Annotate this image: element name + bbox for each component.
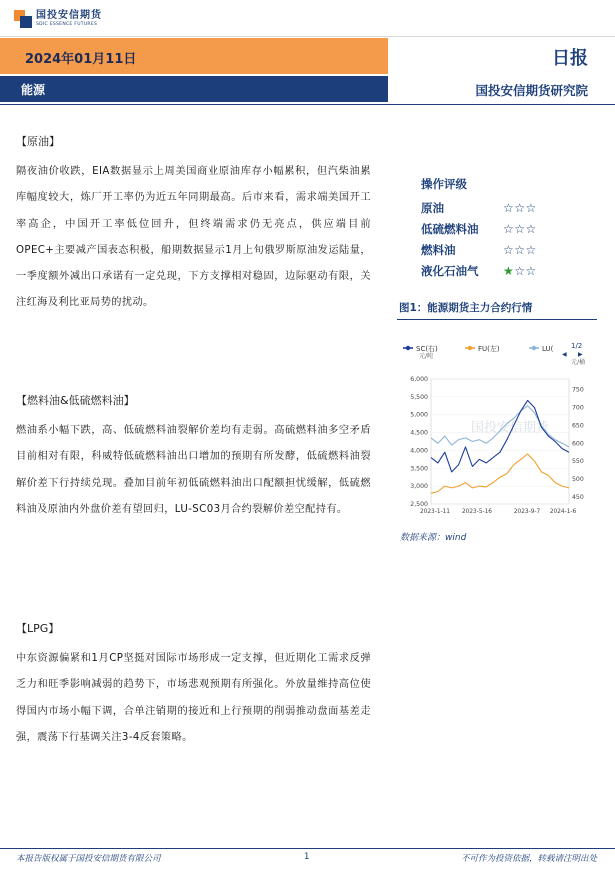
- rating-name: 液化石油气: [421, 263, 479, 278]
- legend-label: SC(右): [416, 345, 438, 353]
- section-heading-fuel-oil: 【燃料油&低硫燃料油】: [16, 394, 135, 407]
- right-tick-label: 650: [572, 422, 584, 430]
- right-tick-label: 700: [572, 404, 584, 412]
- copyright-note: 本报告版权属于国投安信期货有限公司: [16, 854, 161, 864]
- left-tick-label: 4,000: [410, 447, 428, 455]
- footer-divider: [0, 848, 615, 849]
- chart-watermark: 国投安信期货: [470, 420, 550, 436]
- legend-label: FU(左): [478, 345, 500, 353]
- report-type-title: 日报: [552, 48, 588, 69]
- left-tick-label: 2,500: [410, 501, 428, 508]
- rating-name: 低硫燃料油: [421, 221, 479, 236]
- section-text-fuel-oil: 燃油系小幅下跌，高、低硫燃料油裂解价差均有走弱。高硫燃料油多空矛盾目前相对有限，科威特低硫燃料油出口增加的预期有所发酵，低硫燃料油裂解价差下行持续兑现。叠加目前年初低硫燃料油出口配额担忧缓解，低硫燃料油及原油内外盘价差有望回归，LU-SC03月合约裂解价差空配持有。: [16, 425, 371, 515]
- chart-svg: [397, 336, 597, 522]
- star-rating-icon: ☆☆☆: [503, 221, 537, 236]
- left-tick-label: 3,000: [410, 483, 428, 491]
- rating-row: [421, 218, 591, 239]
- institute-name: 国投安信期货研究院: [475, 83, 588, 98]
- logo-name: 国投安信期货: [36, 9, 102, 21]
- data-source-note: 数据来源：wind: [400, 533, 467, 543]
- right-tick-label: 450: [572, 493, 584, 501]
- legend-marker: [468, 346, 472, 350]
- legend-marker: [532, 346, 536, 350]
- legend-label: LU(: [542, 345, 554, 353]
- report-category: 能源: [21, 83, 46, 97]
- energy-futures-chart: [397, 336, 597, 522]
- report-date: 2024年01月11日: [25, 52, 137, 67]
- section-text-lpg: 中东资源偏紧和1月CP坚挺对国际市场形成一定支撑，但近期化工需求反弹乏力和旺季影响减弱的趋势下，市场悲观预期有所强化。外放量维持高位使得国内市场小幅下调，合单注销期的接近和上行预期的削弱推动盘面基差走强，震荡下行基调关注3-4反套策略。: [16, 653, 371, 743]
- header-divider: [0, 36, 615, 37]
- left-axis-unit: 元/吨: [419, 353, 434, 360]
- x-tick-label: 2023-9-7: [513, 509, 541, 515]
- right-tick-label: 600: [572, 440, 584, 448]
- x-tick-label: 2023-5-16: [461, 509, 493, 515]
- star-rating-icon: ☆☆☆: [503, 200, 537, 215]
- left-tick-label: 3,500: [410, 465, 428, 473]
- figure-title-divider: [397, 319, 597, 320]
- right-tick-label: 550: [572, 458, 584, 466]
- category-banner: [0, 76, 388, 102]
- logo-english-name: SDIC ESSENCE FUTURES: [36, 21, 98, 27]
- figure-title: 图1：能源期货主力合约行情: [399, 302, 533, 314]
- next-arrow-icon: ▶: [578, 351, 583, 358]
- logo-mark-icon: [14, 10, 32, 28]
- disclaimer-note: 不可作为投资依据，转载请注明出处: [460, 854, 597, 864]
- rating-title: 操作评级: [421, 177, 467, 191]
- star-rating-icon: ★☆☆: [503, 263, 537, 278]
- prev-arrow-icon: ◀: [562, 351, 567, 358]
- star-rating-icon: ☆☆☆: [503, 242, 537, 257]
- right-axis-unit: 元/桶: [571, 359, 586, 366]
- rating-name: 燃料油: [421, 242, 456, 257]
- right-tick-label: 500: [572, 476, 584, 483]
- page-number: 1: [304, 852, 310, 862]
- rating-row: [421, 197, 591, 218]
- left-tick-label: 5,500: [410, 393, 428, 401]
- left-tick-label: 6,000: [410, 376, 428, 383]
- rating-row: [421, 239, 591, 260]
- left-tick-label: 4,500: [410, 429, 428, 437]
- x-tick-label: 2024-1-6: [549, 509, 577, 515]
- operation-rating-panel: [421, 176, 591, 281]
- section-heading-lpg: 【LPG】: [16, 622, 60, 635]
- right-tick-label: 750: [572, 386, 584, 394]
- x-tick-label: 2023-1-11: [419, 509, 451, 515]
- section-heading-crude-oil: 【原油】: [16, 135, 60, 148]
- page-indicator: 1/2: [571, 342, 583, 350]
- company-logo: [14, 8, 102, 30]
- left-tick-label: 5,000: [410, 411, 428, 419]
- legend-marker: [406, 346, 410, 350]
- header-bottom-divider: [0, 104, 615, 105]
- rating-name: 原油: [421, 200, 444, 215]
- plot-area: [431, 379, 569, 504]
- rating-row: [421, 260, 591, 281]
- section-text-crude-oil: 隔夜油价收跌，EIA数据显示上周美国商业原油库存小幅累积，但汽柴油累库幅度较大，炼厂开工率仍为近五年同期最高。后市来看，需求端美国开工率高企，中国开工率低位回升，但终端需求仍无亮点，供应端目前OPEC+主要减产国表态积极，船期数据显示1月上旬俄罗斯原油发运陆量，一季度额外减出口承诺有一定兑现，下方支撑相对稳固，边际驱动有限，关注红海及利比亚局势的扰动。: [16, 166, 371, 309]
